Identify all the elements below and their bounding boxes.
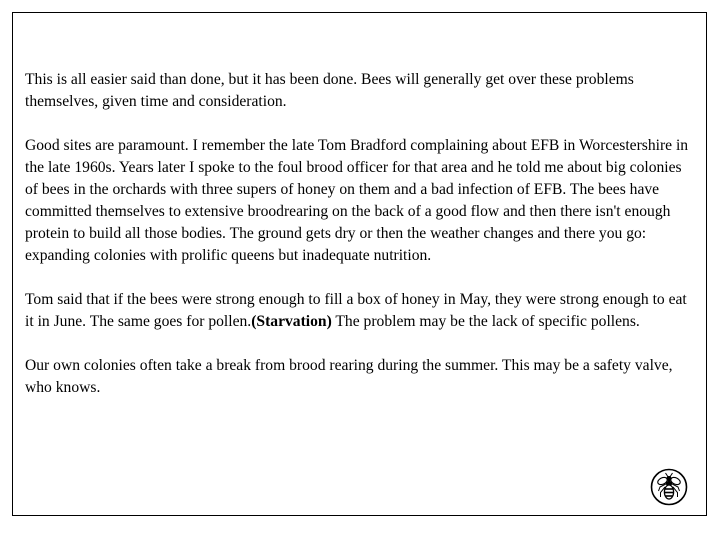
- paragraph-tom-said-tail: The problem may be the lack of specific pollens.: [331, 313, 640, 330]
- paragraph-tom-said: [25, 289, 695, 333]
- paragraph-own-colonies: Our own colonies often take a break from brood rearing during the summer. This may be a safety valve, who knows.: [25, 357, 673, 396]
- slide-body: [25, 69, 695, 421]
- bee-emblem-icon: [649, 467, 689, 507]
- paragraph-tom-said-text: Tom said that if the bees were strong enough to fill a box of honey in May, they were strong enough to eat it in June. The same goes for pollen.: [25, 291, 687, 330]
- paragraph-easier-said: This is all easier said than done, but it has been done. Bees will generally get over these problems themselves, given time and consideration.: [25, 71, 634, 110]
- paragraph-good-sites: Good sites are paramount. I remember the late Tom Bradford complaining about EFB in Worcestershire in the late 1960s. Years later I spoke to the foul brood officer for that area and he told me about big colonies of bees in the orchards with three supers of honey on them and a bad infection of EFB. The bees have committed themselves to extensive broodrearing on the back of a good flow and then there isn't enough protein to build all those bodies. The ground gets dry or then the weather changes and there you go: expanding colonies with prolific queens but inadequate nutrition.: [25, 137, 689, 264]
- starvation-label: (Starvation): [251, 313, 332, 330]
